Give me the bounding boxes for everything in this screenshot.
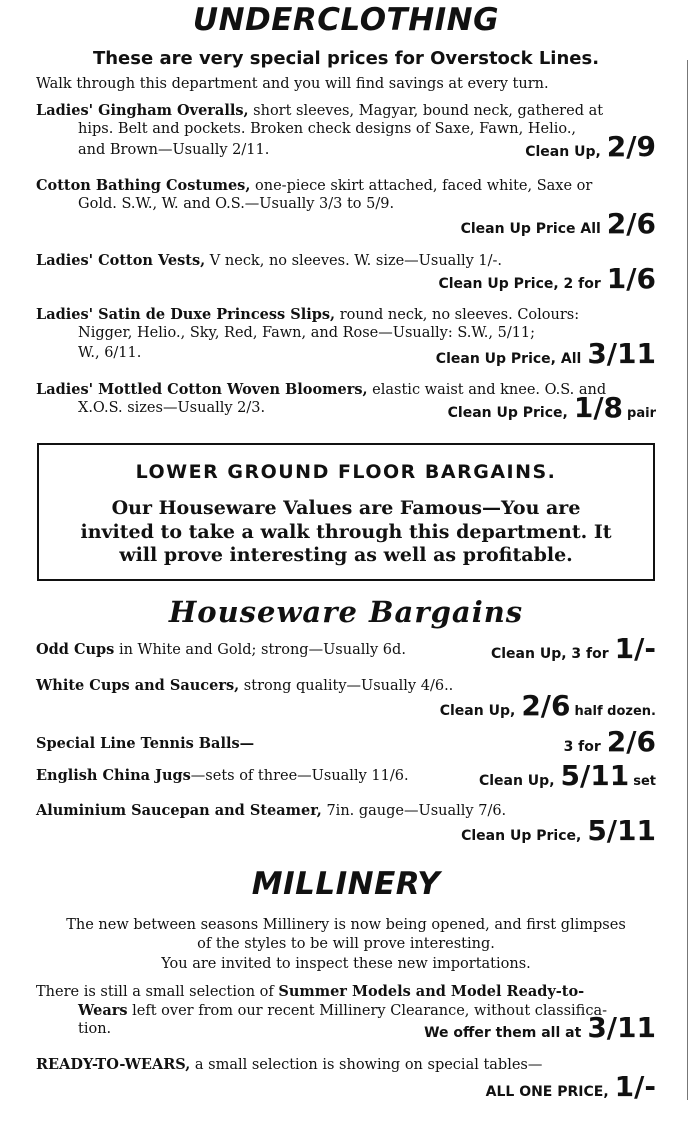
millinery-para-line: The new between seasons Millinery is now being opened, and first glimpses	[66, 917, 626, 933]
lower-ground-line: invited to take a walk through this department. It	[80, 521, 612, 543]
price-unit: half dozen.	[574, 704, 656, 719]
item-desc: a small selection is showing on special tables—	[190, 1057, 543, 1073]
clean-up-label: Clean Up,	[478, 773, 555, 789]
item-desc: one-piece skirt attached, faced white, Saxe or	[250, 178, 593, 194]
price: 3/11	[587, 337, 656, 370]
lower-ground-title: LOWER GROUND FLOOR BARGAINS.	[135, 461, 557, 483]
price: 2/6	[521, 689, 571, 722]
price: 3/11	[587, 1011, 656, 1044]
clean-up-label: Clean Up Price,	[461, 828, 582, 844]
price-tag	[461, 814, 656, 847]
item-desc-line: Gold. S.W., W. and O.S.—Usually 3/3 to 5/9.	[78, 196, 395, 212]
price-tag	[448, 391, 656, 424]
price-tag	[486, 1070, 656, 1103]
item-desc-line: Nigger, Helio., Sky, Red, Fawn, and Rose—Usually: S.W., 5/11;	[78, 325, 536, 341]
item-name: READY-TO-WEARS,	[36, 1056, 191, 1073]
price-tag	[479, 759, 656, 792]
price-unit: pair	[627, 406, 656, 421]
item-desc: in White and Gold; strong—Usually 6d.	[114, 642, 406, 658]
underclothing-subtitle: These are very special prices for Overstock Lines.	[92, 48, 600, 69]
item-name: White Cups and Saucers,	[36, 677, 240, 694]
millinery-heading: MILLINERY	[251, 866, 441, 902]
item-desc: strong quality—Usually 4/6..	[239, 678, 454, 694]
list-item	[36, 177, 656, 194]
item-desc: V neck, no sleeves. W. size—Usually 1/-.	[205, 253, 503, 269]
clean-up-label: Clean Up Price,	[447, 405, 568, 421]
list-item	[36, 306, 656, 323]
clean-up-label: Clean Up Price All	[460, 221, 601, 237]
item-name: Ladies' Gingham Overalls,	[36, 102, 249, 119]
clean-up-label: Clean Up, 3 for	[490, 646, 609, 662]
underclothing-intro: Walk through this department and you will find savings at every turn.	[36, 76, 549, 92]
para2-bold: Summer Models and Model Ready-to-	[278, 983, 585, 1000]
item-desc-line: X.O.S. sizes—Usually 2/3.	[78, 400, 266, 416]
item-name: English China Jugs	[36, 767, 191, 784]
item-name: Cotton Bathing Costumes,	[36, 177, 251, 194]
item-desc-line: and Brown—Usually 2/11.	[78, 142, 270, 158]
price-tag	[564, 725, 656, 758]
price: 1/8	[573, 391, 624, 424]
item-name: Special Line Tennis Balls—	[36, 735, 255, 752]
item-desc: —sets of three—Usually 11/6.	[190, 768, 409, 784]
underclothing-heading: UNDERCLOTHING	[192, 2, 500, 38]
clean-up-label: 3 for	[563, 739, 601, 755]
para2-bold: Wears	[78, 1002, 128, 1019]
millinery-para-line: You are invited to inspect these new importations.	[161, 956, 531, 972]
price: 2/6	[606, 725, 656, 758]
price-tag	[438, 262, 656, 295]
price-unit: set	[633, 774, 656, 789]
clean-up-label: Clean Up Price, 2 for	[438, 276, 601, 292]
item-name: Odd Cups	[36, 641, 115, 658]
price-tag	[440, 689, 656, 722]
offer-label: We offer them all at	[424, 1025, 582, 1041]
price-tag	[491, 632, 656, 665]
millinery-para2-line: tion.	[78, 1021, 112, 1037]
price: 2/9	[606, 130, 656, 163]
price: 1/-	[614, 1070, 656, 1103]
millinery-para-line: of the styles to be will prove interesting.	[197, 936, 495, 952]
clean-up-label: ALL ONE PRICE,	[485, 1084, 609, 1100]
item-desc: 7in. gauge—Usually 7/6.	[321, 803, 507, 819]
item-desc: short sleeves, Magyar, bound neck, gathered at	[248, 103, 604, 119]
item-name: Aluminium Saucepan and Steamer,	[36, 802, 322, 819]
price-tag	[436, 337, 656, 370]
price: 2/6	[606, 207, 656, 240]
price: 1/6	[606, 262, 656, 295]
item-name: Ladies' Satin de Duxe Princess Slips,	[36, 306, 336, 323]
clean-up-label: Clean Up,	[439, 703, 516, 719]
item-desc-line: hips. Belt and pockets. Broken check designs of Saxe, Fawn, Helio.,	[78, 121, 577, 137]
lower-ground-box	[37, 443, 655, 581]
para2-text: There is still a small selection of	[36, 984, 279, 1000]
price: 5/11	[587, 814, 656, 847]
lower-ground-line: will prove interesting as well as profitable.	[119, 544, 573, 566]
price: 5/11	[560, 759, 630, 792]
item-name: Ladies' Cotton Vests,	[36, 252, 206, 269]
lower-ground-line: Our Houseware Values are Famous—You are	[111, 497, 581, 519]
price-tag	[525, 130, 656, 163]
houseware-heading: Houseware Bargains	[168, 595, 524, 629]
price-tag	[461, 207, 656, 240]
item-desc: round neck, no sleeves. Colours:	[335, 307, 580, 323]
item-desc: elastic waist and knee. O.S. and	[367, 382, 607, 398]
millinery-para2-line	[36, 983, 656, 1000]
clean-up-label: Clean Up,	[525, 144, 601, 160]
price-tag	[424, 1011, 656, 1044]
clean-up-label: Clean Up Price, All	[435, 351, 582, 367]
list-item	[36, 102, 656, 119]
item-name: Ladies' Mottled Cotton Woven Bloomers,	[36, 381, 368, 398]
price: 1/-	[614, 632, 656, 665]
para2-text: left over from our recent Millinery Clearance, without classifica-	[127, 1003, 608, 1019]
item-desc-line: W., 6/11.	[78, 345, 142, 361]
